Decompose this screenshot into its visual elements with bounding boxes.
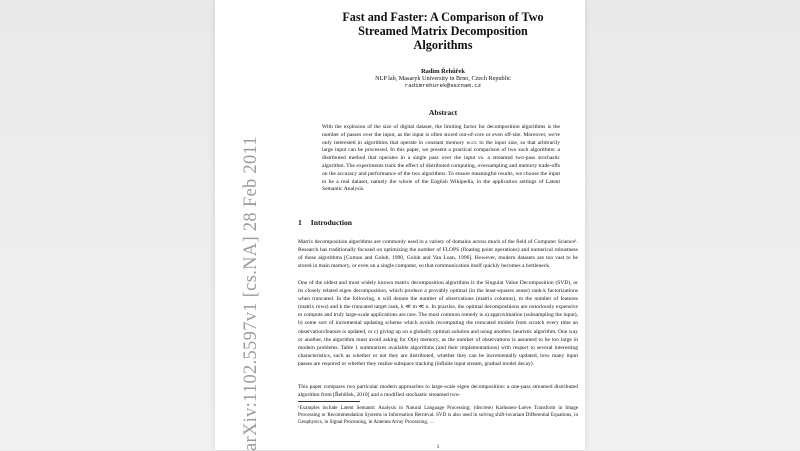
section-heading-introduction [298,218,498,227]
intro-paragraph-3: This paper compares two particular modern approaches to large-scale eigen decomposition: a one-pass streamed distributed algorithm from [Řehůřek, 2010] and a modified stochastic streamed two- [298,384,578,399]
author-email[interactable]: radimrehurek@seznam.cz [404,82,482,89]
abstract-heading: Abstract [428,108,458,117]
intro-paragraph-2: One of the oldest and most widely known matrix decomposition algorithms is the Singular Value Decomposition (SVD), or its closely related eigen decomposition, which produce a provably optimal (in the least-squares sense) rank-k factorizations when truncated. In the following, n will denote the number of observations (matrix columns), m the number of features (matrix rows) and k the truncated target rank, k ≪ m ≪ n. In practise, the optimal decompositions are notoriously expensive to compute and truly large-scale applications are rare. The most common remedy is a) approximation (subsampling the input), b) some sort of incremental updating scheme which avoids recomputing the truncated models from scratch every time an observation/feature is updated, or c) giving up on a globally optimal solution and using another, heuristic algorithm. One way or another, the algorithm must avoid asking for O(n) memory, as the number of observations is assumed to be too large in modern problems. Table 1 summarizes available algorithms (and their implementations) with respect to several interesting characteristics, such as whether or not they are distributed, whether they can be incrementally updated, how many input passes are required or whether they realize subspace tracking (infinite input stream, gradual model decay). [298,280,578,367]
section-title: Introduction [310,218,353,227]
paper-page [215,0,585,450]
left-margin-background [0,0,215,450]
footnote-divider [298,401,360,402]
paper-title: Fast and Faster: A Comparison of Two Streamed Matrix Decomposition Algorithms [342,10,544,52]
footnote-1: ¹Examples include Latent Semantic Analysis in Natural Language Processing; (discrete) Karhunen–Loève Transform in Image Processing or Recommendation Systems in Information Retrieval. SVD is also used in solving shift-invariant Differential Equations, in Geophysics, in Signal Processing, in Antenna Array Processing, … [298,405,578,425]
author-name: Radim Řehůřek [421,68,465,75]
author-affiliation: NLP lab, Masaryk University in Brno, Czech Republic [375,75,511,82]
arxiv-identifier-stamp: arXiv:1102.5597v1 [cs.NA] 28 Feb 2011 [241,136,261,451]
page-number: 1 [436,444,440,450]
abstract-text: With the explosion of the size of digital dataset, the limiting factor for decomposition algorithms is the number of passes over the input, as the input is often stored out-of-core or even off-site. Moreover, we're only interested in algorithms that operate in constant memory w.r.t. to the input size, so that arbitrarily large input can be processed. In this paper, we present a practical comparison of two such algorithms: a distributed method that operates in a single pass over the input vs. a streamed two-pass stochastic algorithm. The experiments track the effect of distributed computing, oversampling and memory trade-offs on the accuracy and performance of the two algorithms. To ensure meaningful results, we choose the input to be a real dataset, namely the whole of the English Wikipedia, in the application settings of Latent Semantic Analysis. [322,124,560,193]
right-margin-background [585,0,800,450]
section-number: 1 [298,218,302,227]
intro-paragraph-1: Matrix decomposition algorithms are commonly used in a variety of domains across much of the field of Computer Science¹. Research has traditionally focused on optimizing the number of FLOPS (floating point operations) and numerical robustness of these algorithms [Comon and Golub, 1990, Golub and Van Loan, 1996]. However, modern datasets are too vast to be stored in main memory, or even on a single computer, so that communication itself quickly becomes a bottleneck. [298,239,578,270]
